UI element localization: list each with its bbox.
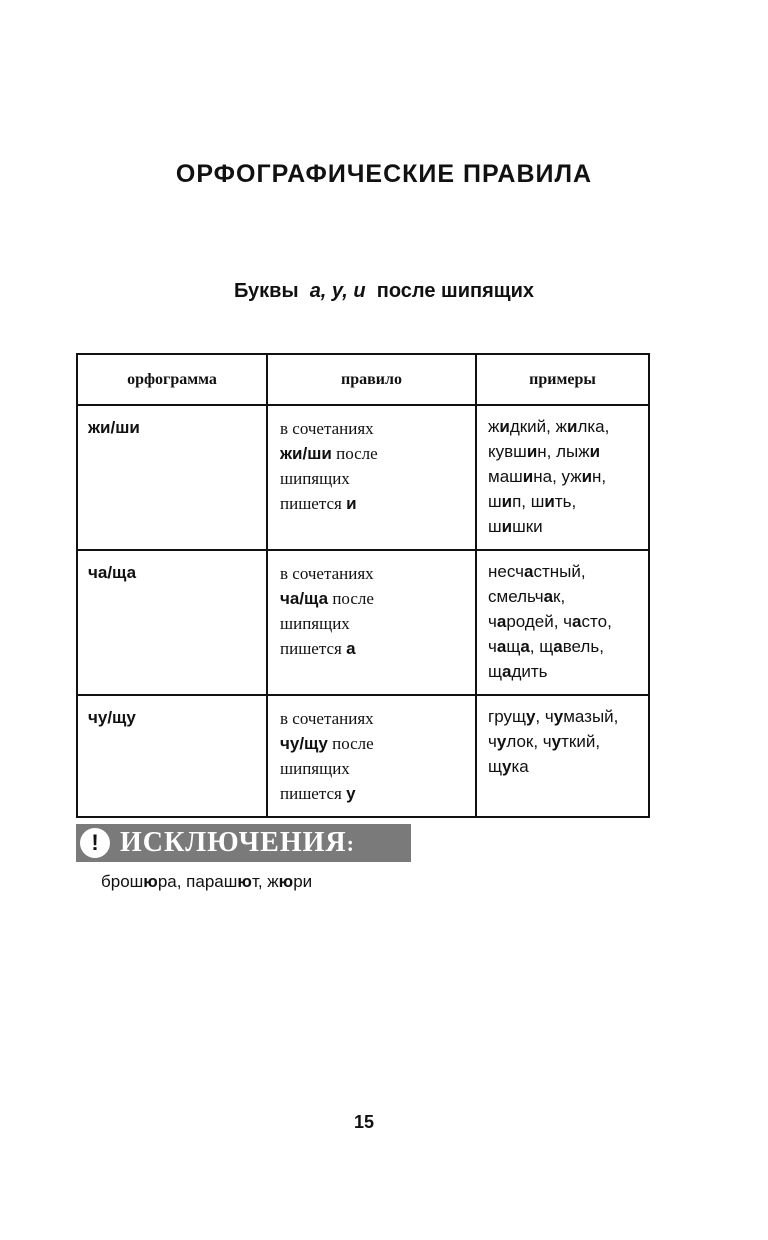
example-text: н, лыж <box>537 442 590 461</box>
example-text: ч <box>488 637 497 656</box>
example-line <box>488 729 640 754</box>
rule-line4: пишется <box>280 784 342 803</box>
example-text: дить <box>511 662 548 681</box>
example-line <box>488 659 640 684</box>
rule-intro: в сочетаниях <box>280 709 374 728</box>
rule-after: после <box>332 734 374 753</box>
example-text: ч <box>488 732 497 751</box>
subtitle-letters: а, у, и <box>309 280 366 302</box>
rule-letter: а <box>346 639 356 658</box>
rule-after: после <box>336 444 378 463</box>
spelling-cell: чу/щу <box>77 695 267 817</box>
example-text: ж <box>488 417 500 436</box>
rule-letter: и <box>346 494 357 513</box>
rule-line4: пишется <box>280 494 342 513</box>
example-line <box>488 489 640 514</box>
highlighted-letter: и <box>589 442 601 461</box>
example-text: маш <box>488 467 523 486</box>
rule-cell <box>267 405 476 550</box>
example-text: лка, <box>577 417 610 436</box>
example-line <box>488 414 640 439</box>
rule-intro: в сочетаниях <box>280 419 374 438</box>
exceptions-label <box>120 827 355 859</box>
highlighted-letter: а <box>572 612 582 631</box>
example-line <box>488 559 640 584</box>
highlighted-letter: и <box>522 467 534 486</box>
example-text: , ч <box>535 707 554 726</box>
rule-line3: шипящих <box>280 759 350 778</box>
highlighted-letter: а <box>520 637 530 656</box>
highlighted-letter: и <box>501 517 513 536</box>
highlighted-letter: у <box>496 732 507 751</box>
example-text: стный, <box>533 562 586 581</box>
exceptions-colon: : <box>346 831 355 856</box>
highlighted-letter: и <box>501 492 513 511</box>
header-rule: правило <box>267 354 476 405</box>
example-text: несч <box>488 562 525 581</box>
example-text: щ <box>506 637 521 656</box>
highlighted-letter: у <box>553 707 564 726</box>
table-row <box>77 405 649 550</box>
example-text: , щ <box>529 637 554 656</box>
example-text: мазый, <box>563 707 619 726</box>
highlighted-letter: и <box>581 467 593 486</box>
highlighted-letter: а <box>502 662 512 681</box>
highlighted-letter: и <box>499 417 510 436</box>
spelling-rules-table <box>76 353 650 818</box>
examples-cell <box>476 405 649 550</box>
example-text: грущ <box>488 707 526 726</box>
highlighted-letter: ю <box>278 872 294 891</box>
example-text: ра, параш <box>157 872 238 891</box>
rule-line3: шипящих <box>280 469 350 488</box>
example-line <box>488 584 640 609</box>
spelling-cell: ча/ща <box>77 550 267 695</box>
example-text: на, уж <box>533 467 582 486</box>
example-text: ш <box>488 492 502 511</box>
example-line <box>488 439 640 464</box>
rule-intro: в сочетаниях <box>280 564 374 583</box>
highlighted-letter: и <box>544 492 555 511</box>
example-line <box>488 754 640 779</box>
header-spelling: орфограмма <box>77 354 267 405</box>
rule-line4: пишется <box>280 639 342 658</box>
highlighted-letter: а <box>543 587 554 606</box>
rule-cell <box>267 695 476 817</box>
highlighted-letter: ю <box>237 872 252 891</box>
table-header-row <box>77 354 649 405</box>
page-number: 15 <box>353 1112 375 1132</box>
example-text: т, ж <box>251 872 279 891</box>
highlighted-letter: а <box>496 612 507 631</box>
highlighted-letter: у <box>502 757 512 776</box>
subtitle-prefix: Буквы <box>233 280 299 302</box>
rule-combo: ча/ща <box>280 589 329 608</box>
highlighted-letter: ю <box>143 872 158 891</box>
rule-combo: жи/ши <box>280 444 332 463</box>
example-text: н, <box>592 467 607 486</box>
highlighted-letter: и <box>567 417 578 436</box>
rule-combo: чу/щу <box>280 734 328 753</box>
example-text: смельч <box>488 587 544 606</box>
example-line <box>488 634 640 659</box>
header-examples: примеры <box>476 354 649 405</box>
example-text: п, ш <box>512 492 545 511</box>
example-line <box>488 704 640 729</box>
exceptions-words <box>101 872 312 892</box>
example-text: ш <box>488 517 502 536</box>
spelling-cell: жи/ши <box>77 405 267 550</box>
highlighted-letter: а <box>496 637 507 656</box>
example-text: ч <box>488 612 497 631</box>
example-text: родей, ч <box>506 612 573 631</box>
exclamation-icon: ! <box>80 828 110 858</box>
example-text: шки <box>512 517 543 536</box>
highlighted-letter: и <box>526 442 538 461</box>
table-row <box>77 550 649 695</box>
example-text: лок, ч <box>506 732 552 751</box>
highlighted-letter: а <box>524 562 534 581</box>
highlighted-letter: у <box>551 732 562 751</box>
highlighted-letter: у <box>525 707 536 726</box>
example-text: брош <box>101 872 144 891</box>
page-title: ОРФОГРАФИЧЕСКИЕ ПРАВИЛА <box>175 160 593 188</box>
example-text: ткий, <box>561 732 601 751</box>
example-text: ри <box>293 872 313 891</box>
section-subtitle <box>0 280 768 303</box>
example-text: ть, <box>554 492 577 511</box>
example-text: к, <box>553 587 566 606</box>
example-text: дкий, ж <box>509 417 567 436</box>
example-text: кувш <box>488 442 527 461</box>
example-line <box>488 609 640 634</box>
example-text: вель, <box>562 637 604 656</box>
table-row <box>77 695 649 817</box>
rule-after: после <box>332 589 374 608</box>
example-text: ка <box>511 757 529 776</box>
rule-letter: у <box>346 784 356 803</box>
example-text: щ <box>488 662 502 681</box>
examples-cell <box>476 550 649 695</box>
rule-line3: шипящих <box>280 614 350 633</box>
exceptions-banner <box>76 824 411 862</box>
examples-cell <box>476 695 649 817</box>
exceptions-label-text: ИСКЛЮЧЕНИЯ <box>120 827 347 858</box>
example-text: щ <box>488 757 502 776</box>
example-line <box>488 464 640 489</box>
example-text: сто, <box>581 612 612 631</box>
rule-cell <box>267 550 476 695</box>
example-line <box>488 514 640 539</box>
highlighted-letter: а <box>553 637 563 656</box>
subtitle-suffix: после шипящих <box>376 280 535 302</box>
